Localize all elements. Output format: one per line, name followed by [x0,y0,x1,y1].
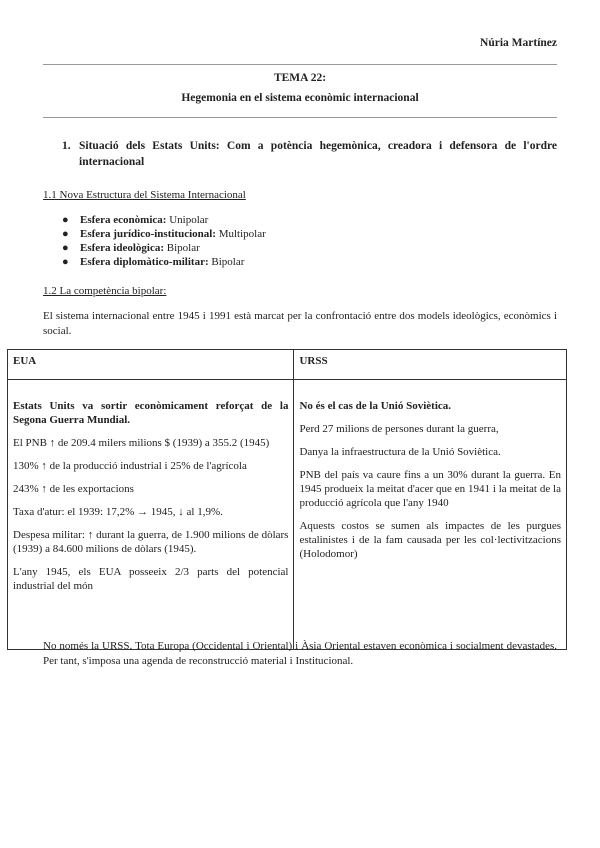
item-value: Multipolar [218,228,266,240]
eua-cell [8,380,294,650]
eua-item: L'any 1945, els EUA posseeix 2/3 parts del potencial industrial del món [13,566,289,592]
title-divider [43,117,557,118]
list-item [62,227,266,241]
topic-subtitle: Hegemonia en el sistema econòmic internacional [181,92,419,104]
header-urss: URSS [294,350,567,380]
item-label: Esfera diplomàtico-militar: [80,256,209,268]
item-label: Esfera jurídico-institucional: [80,228,216,240]
eua-item: El PNB ↑ de 209.4 milers milions $ (1939) a 355.2 (1945) [13,437,270,449]
table-header-row [8,350,567,380]
bullet-icon: ● [62,256,69,268]
urss-item: Aquests costos se sumen als impactes de les purgues estalinistes i de la fam causada per les col·lectivitzacions (Holodomor) [299,520,561,560]
eua-item: 130% ↑ de la producció industrial i 25% de l'agrícola [13,460,247,472]
top-divider [43,64,557,65]
eua-lead: Estats Units va sortir econòmicament reforçat de la Segona Guerra Mundial. [13,400,289,426]
section-heading-text: Situació dels Estats Units: Com a potència hegemònica, creadora i defensora de l'ordre internacional [79,140,557,168]
item-value: Bipolar [166,242,200,254]
list-item [62,213,266,227]
bullet-icon: ● [62,228,69,240]
sphere-list [62,213,266,269]
eua-item: 243% ↑ de les exportacions [13,483,134,495]
section-heading [62,138,557,170]
eua-item: Taxa d'atur: el 1939: 17,2% → 1945, ↓ al 1,9%. [13,506,223,518]
urss-item: PNB del país va caure fins a un 30% durant la guerra. En 1945 produeix la meitat d'acer que en 1941 i la meitat de la producció agrícola que l'any 1940 [299,469,561,509]
section-number: 1. [62,140,71,152]
comparison-table [7,349,567,650]
item-value: Unipolar [169,214,209,226]
bullet-icon: ● [62,214,69,226]
intro-paragraph: El sistema internacional entre 1945 i 1991 està marcat per la confrontació entre dos models ideològics, econòmics i social. [43,310,557,337]
bullet-icon: ● [62,242,69,254]
item-label: Esfera ideològica: [80,242,165,254]
urss-item: Perd 27 milions de persones durant la guerra, [299,423,499,435]
closing-paragraph: No només la URSS. Tota Europa (Occidental i Oriental) i Àsia Oriental estaven econòmica i socialment devastades. Per tant, s'imposa una agenda de reconstrucció material i Institucional. [43,640,557,667]
urss-lead: No és el cas de la Unió Soviètica. [299,400,452,412]
urss-cell [294,380,567,650]
item-label: Esfera econòmica: [80,214,167,226]
author-name: Núria Martínez [480,37,557,49]
subsection-title: 1.1 Nova Estructura del Sistema Internacional [43,189,246,201]
list-item [62,255,266,269]
topic-title: TEMA 22: [273,72,327,84]
header-eua: EUA [8,350,294,380]
subsection-title: 1.2 La competència bipolar: [43,285,167,297]
list-item [62,241,266,255]
urss-item: Danya la infraestructura de la Unió Soviètica. [299,446,501,458]
table-row [8,380,567,650]
eua-item: Despesa militar: ↑ durant la guerra, de 1.900 milions de dòlars (1939) a 84.600 milions de dòlars (1945). [13,529,289,555]
item-value: Bipolar [211,256,245,268]
